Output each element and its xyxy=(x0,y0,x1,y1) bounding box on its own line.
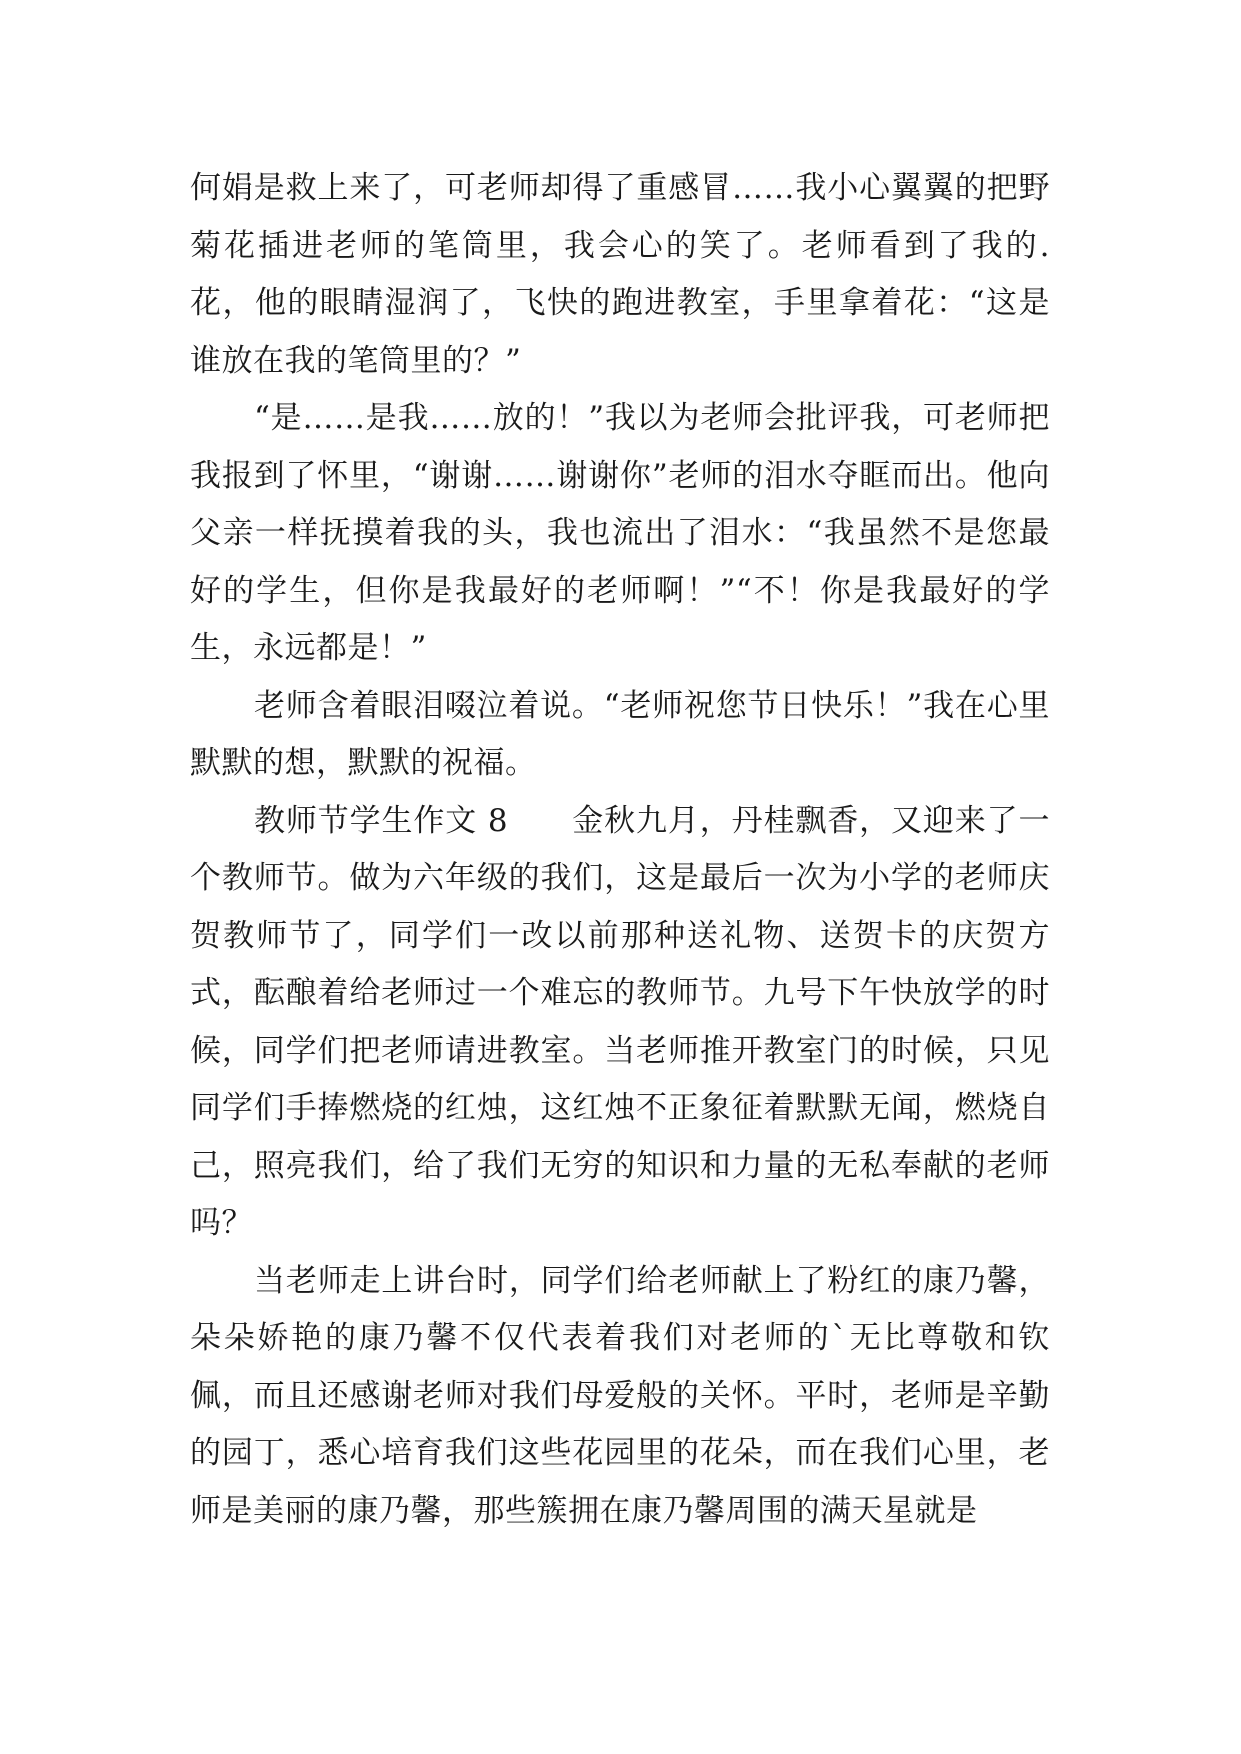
paragraph-3: 老师含着眼泪啜泣着说。“老师祝您节日快乐！”我在心里默默的想，默默的祝福。 xyxy=(190,687,1050,781)
paragraph-2: “是……是我……放的！”我以为老师会批评我，可老师把我报到了怀里，“谢谢……谢谢你”老师的泪水夺眶而出。他向父亲一样抚摸着我的头，我也流出了泪水：“我虽然不是您最好的学生，但你是我最好的老师啊！”“不！你是我最好的学生，永远都是！” xyxy=(190,400,1050,666)
paragraph-1: 何娟是救上来了，可老师却得了重感冒……我小心翼翼的把野菊花插进老师的笔筒里，我会心的笑了。老师看到了我的.花，他的眼睛湿润了，飞快的跑进教室，手里拿着花：“这是谁放在我的笔筒里的？” xyxy=(190,170,1050,379)
paragraph-4: 教师节学生作文 8 金秋九月，丹桂飘香，又迎来了一个教师节。做为六年级的我们，这是最后一次为小学的老师庆贺教师节了，同学们一改以前那种送礼物、送贺卡的庆贺方式，酝酿着给老师过一个难忘的教师节。九号下午快放学的时候，同学们把老师请进教室。当老师推开教室门的时候，只见同学们手捧燃烧的红烛，这红烛不正象征着默默无闻，燃烧自己，照亮我们，给了我们无穷的知识和力量的无私奉献的老师吗？ xyxy=(190,802,1050,1241)
essay-body xyxy=(190,160,1050,1540)
paragraph-5: 当老师走上讲台时，同学们给老师献上了粉红的康乃馨，朵朵娇艳的康乃馨不仅代表着我们对老师的`无比尊敬和钦佩，而且还感谢老师对我们母爱般的关怀。平时，老师是辛勤的园丁，悉心培育我们这些花园里的花朵，而在我们心里，老师是美丽的康乃馨，那些簇拥在康乃馨周围的满天星就是 xyxy=(190,1262,1050,1529)
